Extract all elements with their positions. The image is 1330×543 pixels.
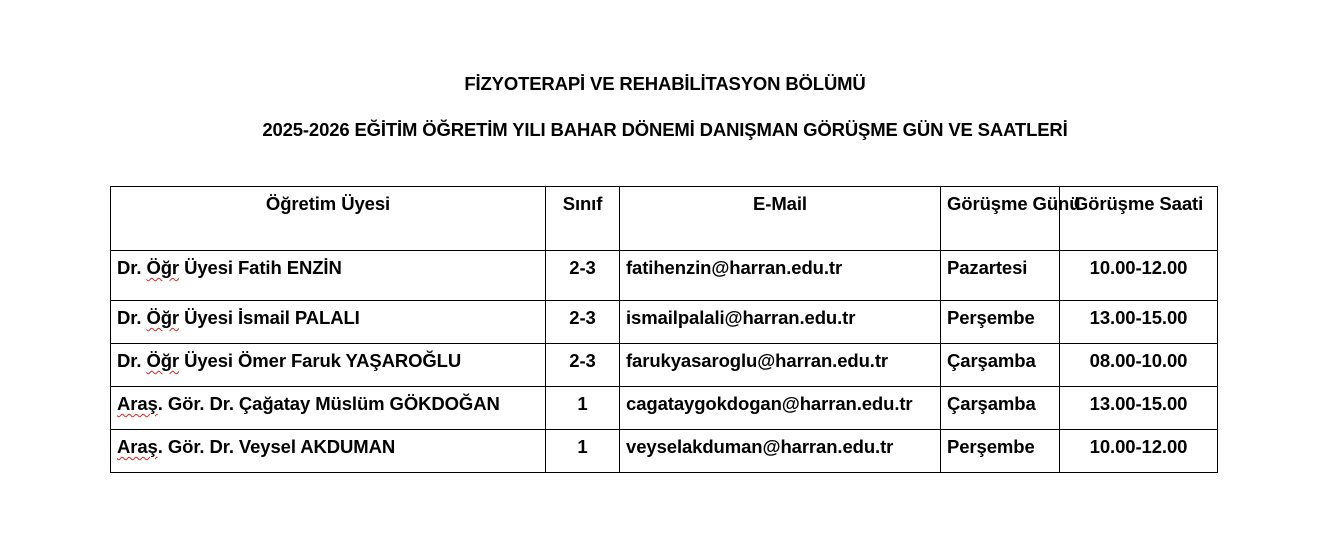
meeting-day-cell: Perşembe [941,301,1060,344]
meeting-day-cell: Pazartesi [941,251,1060,301]
advisor-schedule-table [110,186,1218,473]
class-cell: 1 [546,430,620,473]
faculty-name: . Gör. Dr. Veysel AKDUMAN [157,436,396,457]
faculty-name-cell [111,430,546,473]
class-cell: 2-3 [546,301,620,344]
table-row [111,387,1218,430]
spellcheck-flagged-word: Araş [117,393,158,414]
faculty-name-cell [111,251,546,301]
email-cell: veyselakduman@harran.edu.tr [620,430,941,473]
header-faculty-member: Öğretim Üyesi [111,187,546,251]
meeting-time-cell: 10.00-12.00 [1060,251,1218,301]
spellcheck-flagged-word: Öğr [146,350,180,371]
schedule-title: 2025-2026 EĞİTİM ÖĞRETİM YILI BAHAR DÖNEMİ DANIŞMAN GÖRÜŞME GÜN VE SAATLERİ [262,119,1068,140]
table-header-row [111,187,1218,251]
email-cell: cagataygokdogan@harran.edu.tr [620,387,941,430]
meeting-time-cell: 08.00-10.00 [1060,344,1218,387]
email-cell: farukyasaroglu@harran.edu.tr [620,344,941,387]
spellcheck-flagged-word: Araş [117,436,158,457]
meeting-time-cell: 13.00-15.00 [1060,301,1218,344]
title-prefix: Dr. [117,257,142,278]
spellcheck-flagged-word: Öğr [146,257,180,278]
class-cell: 2-3 [546,251,620,301]
meeting-day-cell: Çarşamba [941,387,1060,430]
faculty-name: . Gör. Dr. Çağatay Müslüm GÖKDOĞAN [157,393,500,414]
department-title: FİZYOTERAPİ VE REHABİLİTASYON BÖLÜMÜ [464,73,866,94]
table-row [111,344,1218,387]
title-prefix: Dr. [117,307,142,328]
meeting-day-cell: Çarşamba [941,344,1060,387]
class-cell: 2-3 [546,344,620,387]
email-cell: fatihenzin@harran.edu.tr [620,251,941,301]
meeting-day-cell: Perşembe [941,430,1060,473]
faculty-name-cell [111,301,546,344]
header-email: E-Mail [620,187,941,251]
meeting-time-cell: 10.00-12.00 [1060,430,1218,473]
header-class: Sınıf [546,187,620,251]
faculty-name: Üyesi Fatih ENZİN [184,257,342,278]
faculty-name-cell [111,344,546,387]
table-row [111,430,1218,473]
email-cell: ismailpalali@harran.edu.tr [620,301,941,344]
table-row [111,251,1218,301]
faculty-name-cell [111,387,546,430]
header-meeting-time: Görüşme Saati [1060,187,1218,251]
class-cell: 1 [546,387,620,430]
header-meeting-day: Görüşme Günü [941,187,1060,251]
table-row [111,301,1218,344]
meeting-time-cell: 13.00-15.00 [1060,387,1218,430]
faculty-name: Üyesi Ömer Faruk YAŞAROĞLU [184,350,462,371]
spellcheck-flagged-word: Öğr [146,307,180,328]
faculty-name: Üyesi İsmail PALALI [184,307,360,328]
title-prefix: Dr. [117,350,142,371]
